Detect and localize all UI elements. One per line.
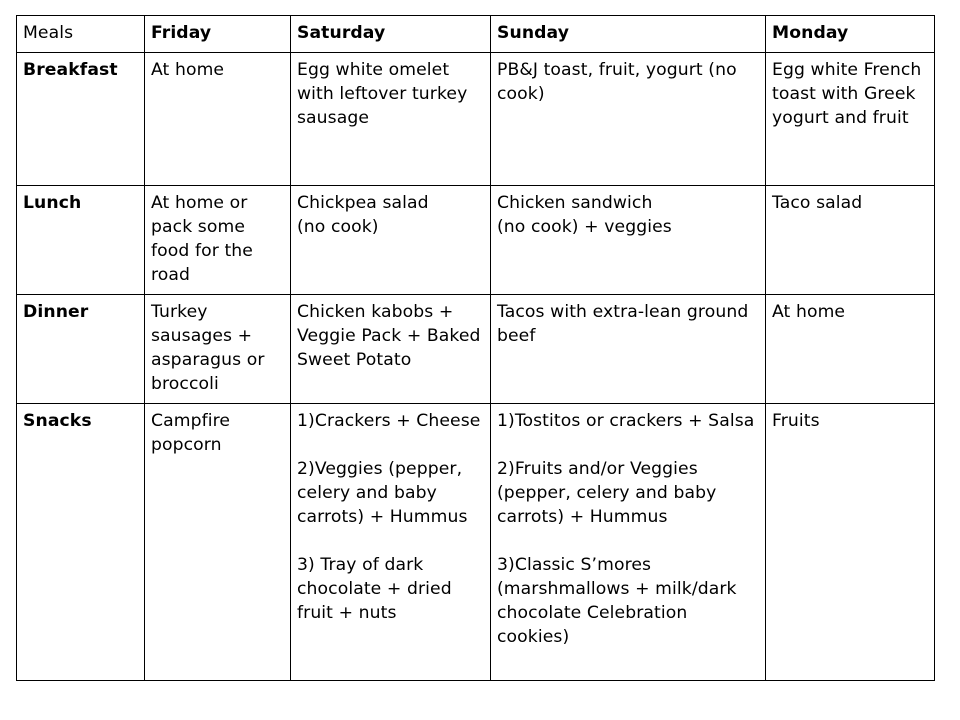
table-row-dinner <box>17 295 935 404</box>
table-cell: Egg white French toast with Greek yogurt and fruit <box>766 53 935 186</box>
table-cell: Campfire popcorn <box>145 404 291 681</box>
table-cell: Egg white omelet with leftover turkey sausage <box>291 53 491 186</box>
header-meals: Meals <box>17 16 145 53</box>
header-friday: Friday <box>145 16 291 53</box>
header-sunday: Sunday <box>491 16 766 53</box>
meal-plan-table <box>16 15 935 681</box>
meal-label-dinner: Dinner <box>17 295 145 404</box>
table-cell: At home <box>766 295 935 404</box>
meal-label-breakfast: Breakfast <box>17 53 145 186</box>
meal-label-snacks: Snacks <box>17 404 145 681</box>
table-cell: Chicken sandwich (no cook) + veggies <box>491 186 766 295</box>
table-cell: Fruits <box>766 404 935 681</box>
table-row-lunch <box>17 186 935 295</box>
table-cell: Taco salad <box>766 186 935 295</box>
meal-label-lunch: Lunch <box>17 186 145 295</box>
table-row-breakfast <box>17 53 935 186</box>
table-header-row <box>17 16 935 53</box>
table-cell: PB&J toast, fruit, yogurt (no cook) <box>491 53 766 186</box>
table-cell: At home or pack some food for the road <box>145 186 291 295</box>
header-monday: Monday <box>766 16 935 53</box>
table-cell: Chickpea salad (no cook) <box>291 186 491 295</box>
table-cell: Turkey sausages + asparagus or broccoli <box>145 295 291 404</box>
header-saturday: Saturday <box>291 16 491 53</box>
table-cell: 1)Crackers + Cheese 2)Veggies (pepper, celery and baby carrots) + Hummus 3) Tray of dark chocolate + dried fruit + nuts <box>291 404 491 681</box>
table-cell: Chicken kabobs + Veggie Pack + Baked Sweet Potato <box>291 295 491 404</box>
table-cell: 1)Tostitos or crackers + Salsa 2)Fruits and/or Veggies (pepper, celery and baby carrots) + Hummus 3)Classic S’mores (marshmallows + milk/dark chocolate Celebration cookies) <box>491 404 766 681</box>
table-row-snacks <box>17 404 935 681</box>
table-cell: At home <box>145 53 291 186</box>
table-cell: Tacos with extra-lean ground beef <box>491 295 766 404</box>
